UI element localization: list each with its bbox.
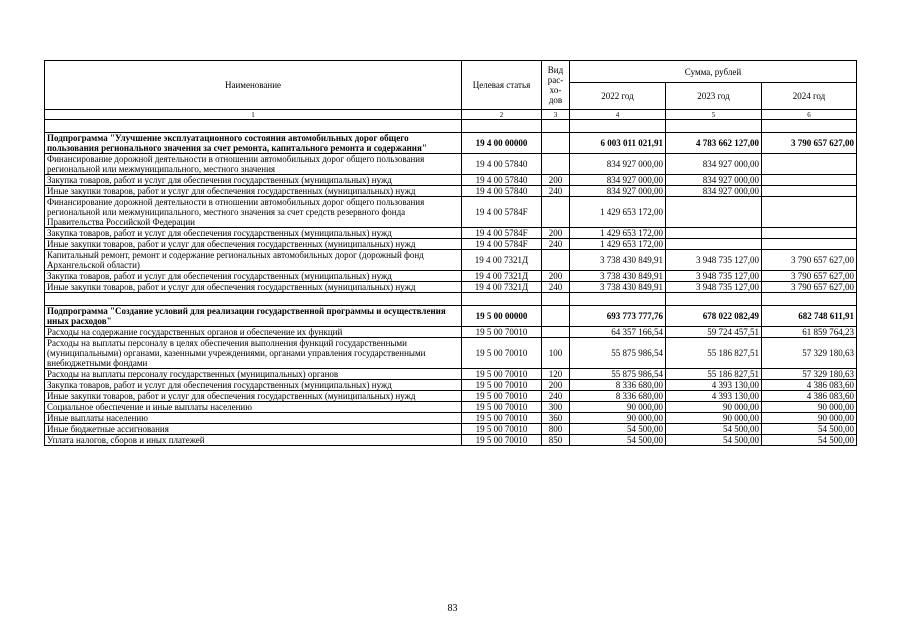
table-row	[45, 424, 857, 435]
row-sum-2022: 6 003 011 021,91	[570, 133, 666, 154]
row-sum-2023: 834 927 000,00	[666, 186, 762, 197]
spacer-cell	[666, 293, 762, 306]
row-sum-2023	[666, 197, 762, 228]
row-expense-type: 100	[542, 338, 570, 369]
table-row	[45, 380, 857, 391]
spacer-cell	[462, 120, 542, 133]
row-sum-2022: 1 429 653 172,00	[570, 239, 666, 250]
spacer-cell	[762, 120, 857, 133]
column-number: 4	[570, 110, 666, 120]
table-row	[45, 175, 857, 186]
row-sum-2024: 3 790 657 627,00	[762, 271, 857, 282]
row-expense-type: 200	[542, 175, 570, 186]
row-name: Закупка товаров, работ и услуг для обеспечения государственных (муниципальных) нужд	[45, 271, 462, 282]
row-name: Уплата налогов, сборов и иных платежей	[45, 435, 462, 446]
spacer-row	[45, 120, 857, 133]
row-name: Финансирование дорожной деятельности в отношении автомобильных дорог общего пользования региональной или межмуниципального, местного значения	[45, 154, 462, 175]
row-expense-type	[542, 197, 570, 228]
row-target-article: 19 5 00 70010	[462, 380, 542, 391]
table-row	[45, 369, 857, 380]
row-target-article: 19 4 00 57840	[462, 154, 542, 175]
row-sum-2024: 3 790 657 627,00	[762, 133, 857, 154]
row-name: Иные закупки товаров, работ и услуг для обеспечения государственных (муниципальных) нужд	[45, 186, 462, 197]
budget-table	[44, 60, 857, 446]
row-name: Расходы на выплаты персоналу государственных (муниципальных) органов	[45, 369, 462, 380]
row-sum-2022: 54 500,00	[570, 435, 666, 446]
row-expense-type	[542, 133, 570, 154]
table-row	[45, 413, 857, 424]
table-row	[45, 154, 857, 175]
row-sum-2024: 4 386 083,60	[762, 391, 857, 402]
row-target-article: 19 5 00 70010	[462, 402, 542, 413]
table-body	[45, 120, 857, 446]
spacer-cell	[45, 293, 462, 306]
row-expense-type	[542, 250, 570, 271]
row-sum-2023: 678 022 082,49	[666, 306, 762, 327]
row-target-article: 19 4 00 7321Д	[462, 271, 542, 282]
spacer-cell	[462, 293, 542, 306]
row-name: Иные выплаты населению	[45, 413, 462, 424]
table-row	[45, 228, 857, 239]
row-name: Иные закупки товаров, работ и услуг для обеспечения государственных (муниципальных) нужд	[45, 391, 462, 402]
row-target-article: 19 4 00 5784F	[462, 239, 542, 250]
row-sum-2023: 55 186 827,51	[666, 338, 762, 369]
row-sum-2024: 57 329 180,63	[762, 369, 857, 380]
row-sum-2023: 4 783 662 127,00	[666, 133, 762, 154]
table-row	[45, 197, 857, 228]
row-sum-2022: 55 875 986,54	[570, 338, 666, 369]
row-sum-2024	[762, 175, 857, 186]
row-target-article: 19 5 00 70010	[462, 369, 542, 380]
row-sum-2022: 90 000,00	[570, 413, 666, 424]
spacer-cell	[542, 293, 570, 306]
column-number: 6	[762, 110, 857, 120]
row-sum-2024	[762, 239, 857, 250]
row-sum-2022: 3 738 430 849,91	[570, 271, 666, 282]
column-number: 5	[666, 110, 762, 120]
table-row	[45, 239, 857, 250]
header-expense-type: Вид рас-хо-дов	[542, 61, 570, 110]
row-sum-2024: 4 386 083,60	[762, 380, 857, 391]
header-year-2023: 2023 год	[666, 83, 762, 110]
row-sum-2023: 834 927 000,00	[666, 175, 762, 186]
row-sum-2024: 90 000,00	[762, 402, 857, 413]
row-expense-type: 240	[542, 239, 570, 250]
row-sum-2024: 61 859 764,23	[762, 327, 857, 338]
row-sum-2022: 3 738 430 849,91	[570, 282, 666, 293]
row-expense-type: 850	[542, 435, 570, 446]
row-sum-2023: 90 000,00	[666, 402, 762, 413]
row-target-article: 19 5 00 70010	[462, 435, 542, 446]
row-sum-2022: 834 927 000,00	[570, 154, 666, 175]
header-year-2024: 2024 год	[762, 83, 857, 110]
page-number: 83	[447, 603, 458, 614]
row-sum-2024: 54 500,00	[762, 424, 857, 435]
row-sum-2024	[762, 228, 857, 239]
row-name: Подпрограмма "Создание условий для реализации государственной программы и осуществления иных расходов"	[45, 306, 462, 327]
row-target-article: 19 4 00 7321Д	[462, 250, 542, 271]
table-row	[45, 282, 857, 293]
row-expense-type: 200	[542, 380, 570, 391]
spacer-cell	[542, 120, 570, 133]
column-number: 3	[542, 110, 570, 120]
row-expense-type	[542, 154, 570, 175]
row-sum-2024	[762, 154, 857, 175]
row-name: Расходы на выплаты персоналу в целях обеспечения выполнения функций государственными (муниципальными) органами, казенными учреждениями, органами управления государственными внебюджетными фондами	[45, 338, 462, 369]
table-row	[45, 327, 857, 338]
row-expense-type: 200	[542, 271, 570, 282]
row-sum-2022: 834 927 000,00	[570, 175, 666, 186]
row-expense-type: 120	[542, 369, 570, 380]
row-sum-2023: 3 948 735 127,00	[666, 282, 762, 293]
row-sum-2023: 3 948 735 127,00	[666, 250, 762, 271]
row-sum-2024: 54 500,00	[762, 435, 857, 446]
row-expense-type	[542, 306, 570, 327]
row-sum-2022: 1 429 653 172,00	[570, 197, 666, 228]
row-expense-type: 240	[542, 186, 570, 197]
row-target-article: 19 5 00 70010	[462, 327, 542, 338]
row-target-article: 19 4 00 5784F	[462, 197, 542, 228]
row-name: Капитальный ремонт, ремонт и содержание региональных автомобильных дорог (дорожный фонд Архангельской области)	[45, 250, 462, 271]
row-name: Иные бюджетные ассигнования	[45, 424, 462, 435]
row-sum-2022: 8 336 680,00	[570, 391, 666, 402]
row-sum-2024: 57 329 180,63	[762, 338, 857, 369]
row-target-article: 19 4 00 00000	[462, 133, 542, 154]
spacer-cell	[570, 120, 666, 133]
spacer-cell	[45, 120, 462, 133]
row-sum-2022: 693 773 777,76	[570, 306, 666, 327]
header-year-2022: 2022 год	[570, 83, 666, 110]
row-sum-2023: 4 393 130,00	[666, 380, 762, 391]
row-sum-2023: 3 948 735 127,00	[666, 271, 762, 282]
table-row	[45, 391, 857, 402]
row-sum-2023: 54 500,00	[666, 435, 762, 446]
row-sum-2023: 59 724 457,51	[666, 327, 762, 338]
row-sum-2023: 54 500,00	[666, 424, 762, 435]
spacer-cell	[762, 293, 857, 306]
header-sum: Сумма, рублей	[570, 61, 857, 83]
row-target-article: 19 5 00 70010	[462, 424, 542, 435]
row-target-article: 19 4 00 57840	[462, 175, 542, 186]
row-name: Иные закупки товаров, работ и услуг для обеспечения государственных (муниципальных) нужд	[45, 239, 462, 250]
table-row	[45, 186, 857, 197]
row-target-article: 19 4 00 7321Д	[462, 282, 542, 293]
row-sum-2022: 3 738 430 849,91	[570, 250, 666, 271]
row-sum-2023	[666, 239, 762, 250]
row-name: Закупка товаров, работ и услуг для обеспечения государственных (муниципальных) нужд	[45, 380, 462, 391]
row-sum-2023: 55 186 827,51	[666, 369, 762, 380]
row-sum-2024	[762, 197, 857, 228]
row-sum-2023	[666, 228, 762, 239]
row-sum-2022: 55 875 986,54	[570, 369, 666, 380]
row-sum-2023: 4 393 130,00	[666, 391, 762, 402]
row-expense-type: 240	[542, 282, 570, 293]
subprogram-row	[45, 306, 857, 327]
row-target-article: 19 5 00 70010	[462, 391, 542, 402]
row-expense-type	[542, 327, 570, 338]
row-sum-2023: 90 000,00	[666, 413, 762, 424]
row-sum-2024: 682 748 611,91	[762, 306, 857, 327]
row-target-article: 19 5 00 70010	[462, 338, 542, 369]
row-target-article: 19 4 00 5784F	[462, 228, 542, 239]
row-sum-2022: 54 500,00	[570, 424, 666, 435]
row-expense-type: 360	[542, 413, 570, 424]
row-name: Финансирование дорожной деятельности в отношении автомобильных дорог общего пользования региональной или межмуниципального, местного значения за счет средств резервного фонда Правительства Российской Федерации	[45, 197, 462, 228]
row-expense-type: 800	[542, 424, 570, 435]
column-number: 2	[462, 110, 542, 120]
row-sum-2022: 64 357 166,54	[570, 327, 666, 338]
row-target-article: 19 5 00 70010	[462, 413, 542, 424]
spacer-cell	[570, 293, 666, 306]
table-row	[45, 435, 857, 446]
row-name: Закупка товаров, работ и услуг для обеспечения государственных (муниципальных) нужд	[45, 228, 462, 239]
row-name: Социальное обеспечение и иные выплаты населению	[45, 402, 462, 413]
row-sum-2022: 834 927 000,00	[570, 186, 666, 197]
table-row	[45, 250, 857, 271]
row-name: Подпрограмма "Улучшение эксплуатационного состояния автомобильных дорог общего пользования регионального значения за счет ремонта, капитального ремонта и содержания"	[45, 133, 462, 154]
column-number: 1	[45, 110, 462, 120]
row-sum-2023: 834 927 000,00	[666, 154, 762, 175]
row-sum-2024	[762, 186, 857, 197]
row-target-article: 19 5 00 00000	[462, 306, 542, 327]
subprogram-row	[45, 133, 857, 154]
row-sum-2022: 1 429 653 172,00	[570, 228, 666, 239]
spacer-row	[45, 293, 857, 306]
row-sum-2024: 3 790 657 627,00	[762, 250, 857, 271]
row-expense-type: 200	[542, 228, 570, 239]
row-sum-2024: 90 000,00	[762, 413, 857, 424]
column-numbers-row	[45, 110, 857, 120]
row-expense-type: 300	[542, 402, 570, 413]
header-target: Целевая статья	[462, 61, 542, 110]
row-name: Расходы на содержание государственных органов и обеспечение их функций	[45, 327, 462, 338]
header-name: Наименование	[45, 61, 462, 110]
spacer-cell	[666, 120, 762, 133]
table-row	[45, 271, 857, 282]
row-sum-2024: 3 790 657 627,00	[762, 282, 857, 293]
row-target-article: 19 4 00 57840	[462, 186, 542, 197]
table-row	[45, 402, 857, 413]
row-name: Иные закупки товаров, работ и услуг для обеспечения государственных (муниципальных) нужд	[45, 282, 462, 293]
row-sum-2022: 90 000,00	[570, 402, 666, 413]
table-row	[45, 338, 857, 369]
row-sum-2022: 8 336 680,00	[570, 380, 666, 391]
row-name: Закупка товаров, работ и услуг для обеспечения государственных (муниципальных) нужд	[45, 175, 462, 186]
row-expense-type: 240	[542, 391, 570, 402]
